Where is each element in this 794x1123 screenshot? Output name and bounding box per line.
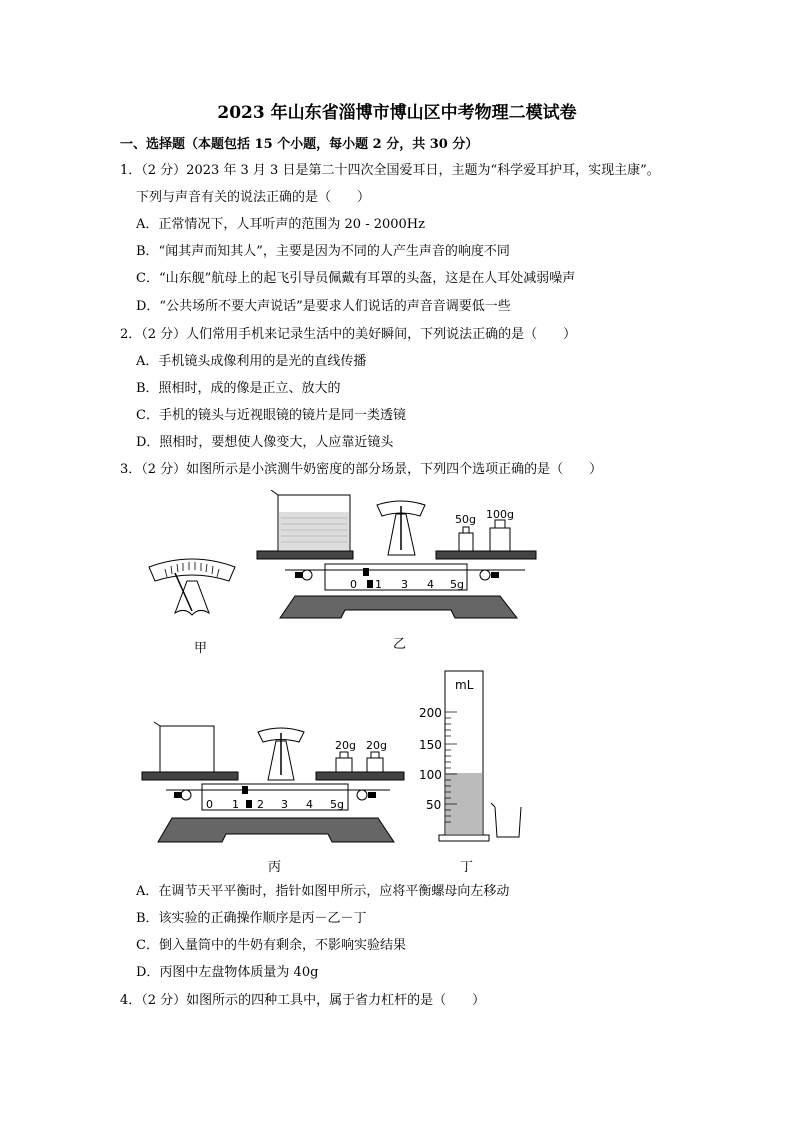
bing-tick-1: 1 — [232, 798, 239, 811]
label-jia: 甲 — [194, 641, 208, 656]
bing-weight-20g-a: 20g — [335, 739, 356, 752]
cylinder-tick-200: 200 — [419, 706, 442, 720]
figure-yi-balance — [255, 490, 540, 628]
yi-weight-100g: 100g — [486, 508, 514, 521]
bing-weight-20g-b: 20g — [366, 739, 387, 752]
cylinder-tick-150: 150 — [419, 738, 442, 752]
q2-option-d: D．照相时，要想使人像变大，人应靠近镜头 — [136, 435, 394, 450]
q2-option-c: C．手机的镜头与近视眼镜的镜片是同一类透镜 — [136, 408, 406, 423]
figure-ding-cylinder — [415, 667, 530, 845]
yi-tick-1: 1 — [375, 578, 382, 591]
q3-option-d: D．丙图中左盘物体质量为 40g — [136, 965, 319, 980]
cylinder-unit: mL — [455, 678, 474, 692]
cylinder-tick-50: 50 — [426, 798, 442, 812]
q1-option-c: C．“山东舰”航母上的起飞引导员佩戴有耳罩的头盔，这是在人耳处减弱噪声 — [136, 271, 576, 286]
figure-bing-balance — [140, 720, 408, 850]
q4-stem: 4．（2 分）如图所示的四种工具中，属于省力杠杆的是（ ） — [120, 993, 486, 1008]
q3-stem: 3．（2 分）如图所示是小滨测牛奶密度的部分场景，下列四个选项正确的是（ ） — [120, 462, 603, 477]
yi-tick-3: 3 — [401, 578, 408, 591]
q1-option-d: D．“公共场所不要大声说话”是要求人们说话的声音音调要低一些 — [136, 299, 511, 314]
bing-tick-5g: 5g — [330, 798, 344, 811]
yi-tick-5g: 5g — [450, 578, 464, 591]
cylinder-tick-100: 100 — [419, 768, 442, 782]
q1-option-a: A．正常情况下，人耳听声的范围为 20 - 2000Hz — [136, 217, 425, 232]
bing-tick-3: 3 — [281, 798, 288, 811]
q2-option-a: A．手机镜头成像利用的是光的直线传播 — [136, 354, 367, 369]
q3-option-b: B．该实验的正确操作顺序是丙－乙－丁 — [136, 911, 367, 926]
q1-stem-line2: 下列与声音有关的说法正确的是（ ） — [136, 190, 371, 205]
q1-option-b: B．“闻其声而知其人”，主要是因为不同的人产生声音的响度不同 — [136, 244, 510, 259]
q3-option-a: A．在调节天平平衡时，指针如图甲所示，应将平衡螺母向左移动 — [136, 884, 510, 899]
section-heading: 一、选择题（本题包括 15 个小题，每小题 2 分，共 30 分） — [120, 137, 479, 152]
bing-tick-2: 2 — [257, 798, 264, 811]
q2-stem: 2．（2 分）人们常用手机来记录生活中的美好瞬间，下列说法正确的是（ ） — [120, 327, 577, 342]
yi-tick-0: 0 — [350, 578, 357, 591]
label-yi: 乙 — [393, 637, 407, 652]
bing-tick-0: 0 — [206, 798, 213, 811]
label-bing: 丙 — [268, 860, 282, 875]
bing-tick-4: 4 — [306, 798, 313, 811]
q2-option-b: B．照相时，成的像是正立、放大的 — [136, 381, 341, 396]
yi-tick-4: 4 — [427, 578, 434, 591]
yi-weight-50g: 50g — [455, 513, 476, 526]
q3-option-c: C．倒入量筒中的牛奶有剩余，不影响实验结果 — [136, 938, 406, 953]
page-title: 2023 年山东省淄博市博山区中考物理二模试卷 — [217, 103, 577, 123]
label-ding: 丁 — [460, 860, 474, 875]
q1-stem-line1: 1．（2 分）2023 年 3 月 3 日是第二十四次全国爱耳日，主题为“科学爱耳护耳，实现主康”。 — [120, 163, 660, 178]
figure-jia-pointer-dial — [145, 553, 240, 628]
